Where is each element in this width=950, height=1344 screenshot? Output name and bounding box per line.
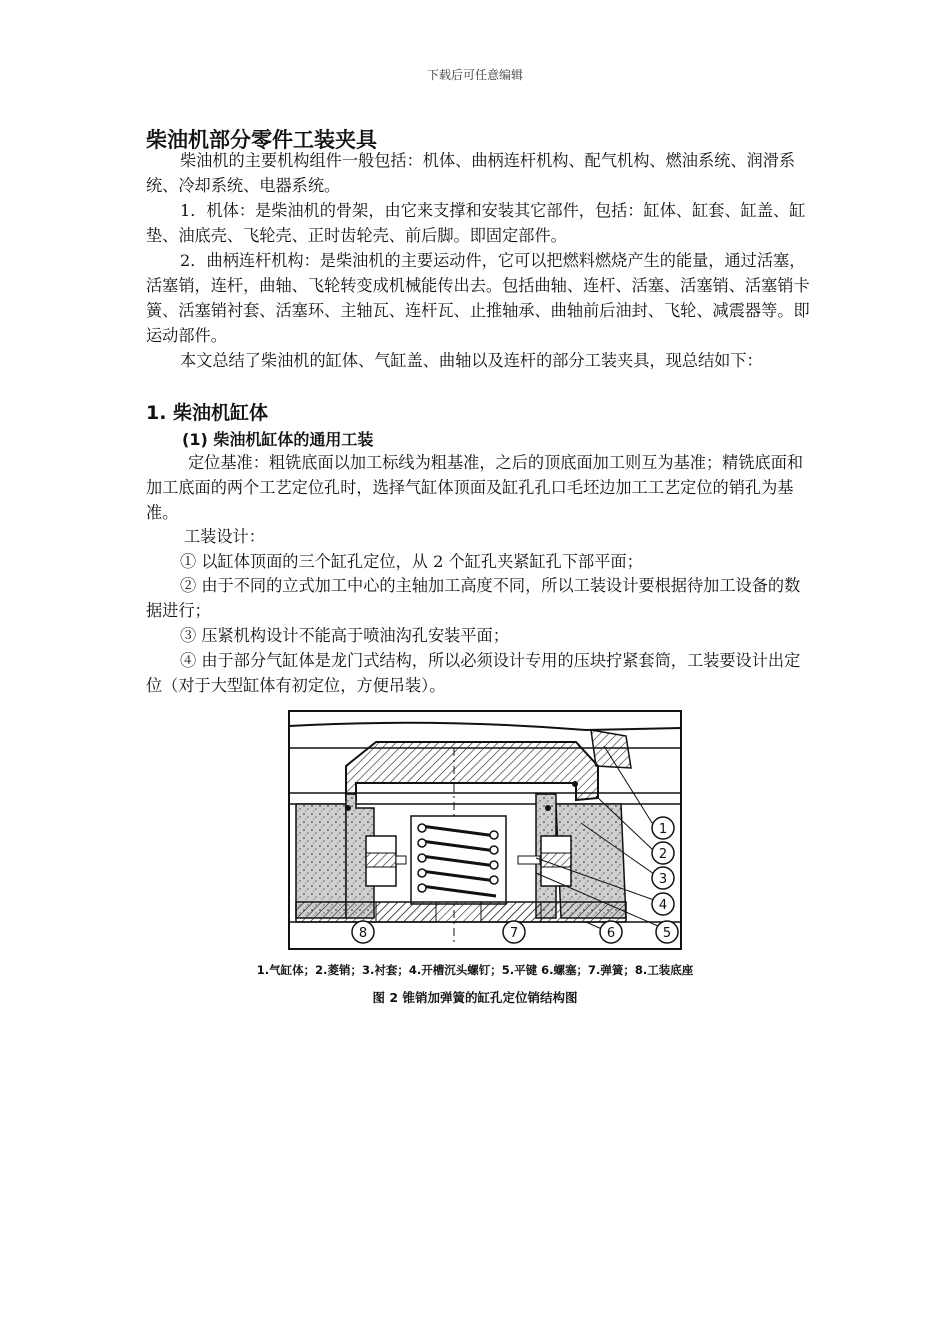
callout-3: 3: [658, 872, 668, 887]
point-2-paragraph: 2．曲柄连杆机构：是柴油机的主要运动件，它可以把燃料燃烧产生的能量，通过活塞，活塞销，连杆，曲轴、飞轮转变成机械能传出去。包括曲轴、连杆、活塞、活塞销、活塞销卡簧、活塞销衬套、活塞环、主轴瓦、连杆瓦、止推轴承、曲轴前后油封、飞轮、减震器等。即运动部件。: [146, 251, 810, 345]
datum-paragraph: 定位基准：粗铣底面以加工标线为粗基准，之后的顶底面加工则互为基准；精铣底面和加工底面的两个工艺定位孔时，选择气缸体顶面及缸孔孔口毛坯边加工工艺定位的销孔为基准。: [146, 453, 804, 522]
design-label: 工装设计：: [184, 527, 265, 546]
subsection-heading-general-fixture: (1) 柴油机缸体的通用工装: [182, 430, 374, 449]
callout-4: 4: [658, 898, 668, 913]
section-heading-cylinder-block: 1. 柴油机缸体: [146, 402, 269, 424]
fixture-drawing: [286, 708, 696, 953]
design-item-2: ② 由于不同的立式加工中心的主轴加工高度不同，所以工装设计要根据待加工设备的数据进行；: [146, 576, 801, 620]
summary-paragraph: 本文总结了柴油机的缸体、气缸盖、曲轴以及连杆的部分工装夹具，现总结如下：: [180, 351, 763, 370]
callout-5: 5: [662, 926, 672, 941]
design-item-1: ① 以缸体顶面的三个缸孔定位，从 2 个缸孔夹紧缸孔下部平面；: [180, 552, 643, 571]
callout-1: 1: [658, 822, 668, 837]
page-header: 下载后可任意编辑: [426, 68, 523, 82]
callout-7: 7: [509, 926, 519, 941]
point-1-paragraph: 1．机体：是柴油机的骨架，由它来支撑和安装其它部件，包括：缸体、缸套、缸盖、缸垫、油底壳、飞轮壳、正时齿轮壳、前后脚。即固定部件。: [146, 201, 806, 245]
figure-caption: 图 2 锥销加弹簧的缸孔定位销结构图: [372, 990, 578, 1005]
intro-paragraph: 柴油机的主要机构组件一般包括：机体、曲柄连杆机构、配气机构、燃油系统、润滑系统、冷却系统、电器系统。: [146, 151, 796, 195]
figure-legend: 1.气缸体；2.菱销；3.衬套；4.开槽沉头螺钉；5.平键 6.螺塞；7.弹簧；8.工装底座: [256, 963, 694, 977]
design-item-4: ④ 由于部分气缸体是龙门式结构，所以必须设计专用的压块拧紧套筒，工装要设计出定位（对于大型缸体有初定位，方便吊装）。: [146, 651, 801, 695]
design-item-3: ③ 压紧机构设计不能高于喷油沟孔安装平面；: [180, 626, 509, 645]
callout-8: 8: [358, 926, 368, 941]
callout-6: 6: [606, 926, 616, 941]
document-title: 柴油机部分零件工装夹具: [146, 128, 377, 152]
callout-2: 2: [658, 847, 668, 862]
